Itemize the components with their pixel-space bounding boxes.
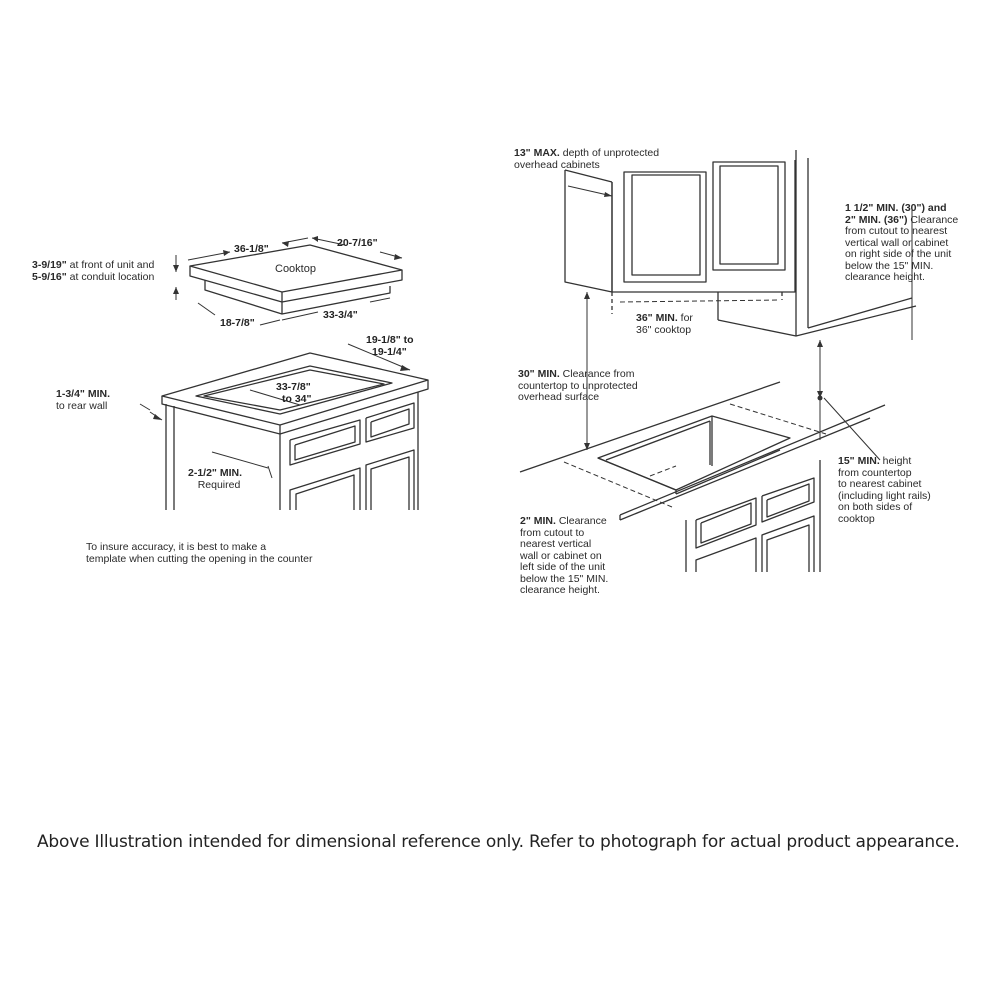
right-clearance-line-4: below the 15" MIN.	[845, 259, 934, 272]
height-note-conduit-text: at conduit location	[66, 270, 155, 283]
rear-wall-value: 1-3/4" MIN.	[56, 388, 110, 400]
overhead-min-line-2: overhead surface	[518, 391, 600, 403]
right-clearance-line-5: clearance height.	[845, 271, 925, 283]
max-depth-text-1: depth of unprotected	[559, 147, 660, 159]
dim-base-depth: 18-7/8"	[220, 317, 255, 329]
front-min-value: 2-1/2" MIN.	[188, 467, 242, 479]
width-min-text-2: 36" cooktop	[636, 323, 692, 336]
rear-wall-note	[56, 389, 110, 412]
right-clearance-value-36: 2" MIN. (36")	[845, 213, 908, 226]
height-min-line-4: on both sides of	[838, 501, 913, 513]
accuracy-note-line-2: template when cutting the opening in the counter	[86, 552, 313, 565]
height-note-conduit-value: 5-9/16"	[32, 270, 67, 283]
dim-cutout-depth-a: 19-1/8" to	[366, 334, 414, 346]
dim-cutout-depth-b: 19-1/4"	[372, 346, 407, 358]
right-clearance-note	[845, 203, 958, 284]
accuracy-note-line-1: To insure accuracy, it is best to make a	[86, 541, 267, 553]
disclaimer-caption: Above Illustration intended for dimensional reference only. Refer to photograph for actual product appearance.	[37, 832, 960, 852]
height-min-line-1: from countertop	[838, 466, 912, 479]
dim-width-top: 36-1/8"	[234, 243, 269, 255]
accuracy-note	[86, 542, 313, 565]
height-min-value: 15" MIN.	[838, 455, 880, 467]
right-clearance-line-3: on right side of the unit	[845, 248, 952, 260]
max-depth-text-2: overhead cabinets	[514, 158, 600, 171]
overhead-min-text: Clearance from	[559, 368, 635, 380]
right-clearance-value-30: 1 1/2" MIN. (30") and	[845, 202, 947, 214]
height-note-front-value: 3-9/19"	[32, 259, 67, 271]
left-clearance-line-4: left side of the unit	[520, 561, 606, 573]
left-clearance-text: Clearance	[555, 515, 607, 527]
right-clearance-line-2: vertical wall or cabinet	[845, 236, 949, 249]
left-clearance-line-5: below the 15" MIN.	[520, 572, 609, 585]
right-clearance-line-1: from cutout to nearest	[845, 225, 948, 237]
overhead-min-value: 30" MIN.	[518, 368, 560, 380]
left-clearance-value: 2" MIN.	[520, 515, 556, 527]
left-clearance-line-2: nearest vertical	[520, 538, 592, 550]
height-min-line-2: to nearest cabinet	[838, 478, 922, 490]
cooktop-label: Cooktop	[275, 263, 316, 275]
front-min-note	[188, 468, 242, 491]
width-min-value: 36" MIN.	[636, 312, 678, 324]
dim-depth-top: 20-7/16"	[337, 237, 378, 249]
overhead-min-note	[518, 369, 638, 404]
cutout-width-b: to 34"	[282, 393, 312, 405]
left-clearance-note	[520, 516, 608, 597]
height-min-line-3: (including light rails)	[838, 489, 931, 502]
height-min-text: height	[879, 455, 912, 467]
rear-wall-text: to rear wall	[56, 399, 108, 412]
width-min-note	[636, 313, 693, 336]
overhead-min-line-1: countertop to unprotected	[518, 379, 638, 392]
right-clearance-text: Clearance	[907, 213, 959, 226]
width-min-text-1: for	[677, 312, 693, 324]
height-min-line-5: cooktop	[838, 512, 875, 525]
left-clearance-line-1: from cutout to	[520, 526, 585, 539]
left-clearance-line-6: clearance height.	[520, 584, 600, 596]
max-depth-note	[514, 148, 659, 171]
height-min-note	[838, 456, 931, 525]
cutout-width-a: 33-7/8"	[276, 381, 311, 393]
counter-dimension-lines	[140, 344, 410, 478]
dim-base-width: 33-3/4"	[323, 309, 358, 321]
cooktop-unit	[190, 245, 402, 314]
height-note-front-text: at front of unit and	[66, 259, 155, 271]
max-depth-value: 13" MAX.	[514, 147, 560, 159]
left-clearance-line-3: wall or cabinet on	[520, 549, 602, 562]
height-note	[32, 260, 154, 283]
front-min-text: Required	[197, 478, 241, 491]
